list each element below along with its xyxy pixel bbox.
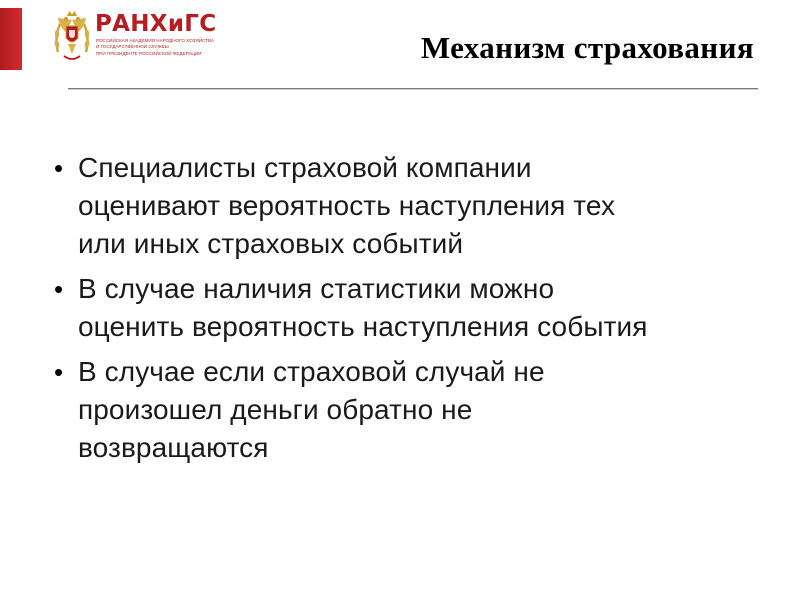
bullet-line: оценивают вероятность наступления тех [78,190,616,221]
bullet-line: произошел деньги обратно не [78,394,473,425]
bullet-icon: • [54,357,64,387]
bullet-item [50,149,750,263]
logo-wordmark: РАНХиГС [95,11,217,37]
logo-subtitle [96,38,214,57]
bullet-text [78,353,750,467]
bullet-line: или иных страховых событий [78,228,464,259]
bullet-list [50,149,750,474]
accent-bar [0,8,22,70]
bullet-item [50,270,750,346]
bullet-icon: • [54,274,64,304]
slide-title: Механизм страхования [420,30,754,65]
bullet-text [78,270,750,346]
bullet-text [78,149,750,263]
bullet-line: В случае наличия статистики можно [78,273,555,304]
bullet-line: Специалисты страховой компании [78,152,532,183]
logo-subtitle-line: ПРИ ПРЕЗИДЕНТЕ РОССИЙСКОЙ ФЕДЕРАЦИИ [96,50,202,56]
bullet-item [50,353,750,467]
eagle-emblem-icon [52,8,92,64]
logo-subtitle-line: РОССИЙСКАЯ АКАДЕМИЯ НАРОДНОГО ХОЗЯЙСТВА [96,38,214,43]
ranepa-logo [52,8,217,64]
bullet-line: оценить вероятность наступления события [78,311,648,342]
title-divider [68,88,758,89]
bullet-icon: • [54,153,64,183]
logo-subtitle-line: И ГОСУДАРСТВЕННОЙ СЛУЖБЫ [96,44,169,50]
bullet-line: В случае если страховой случай не [78,356,545,387]
bullet-line: возвращаются [78,432,269,463]
